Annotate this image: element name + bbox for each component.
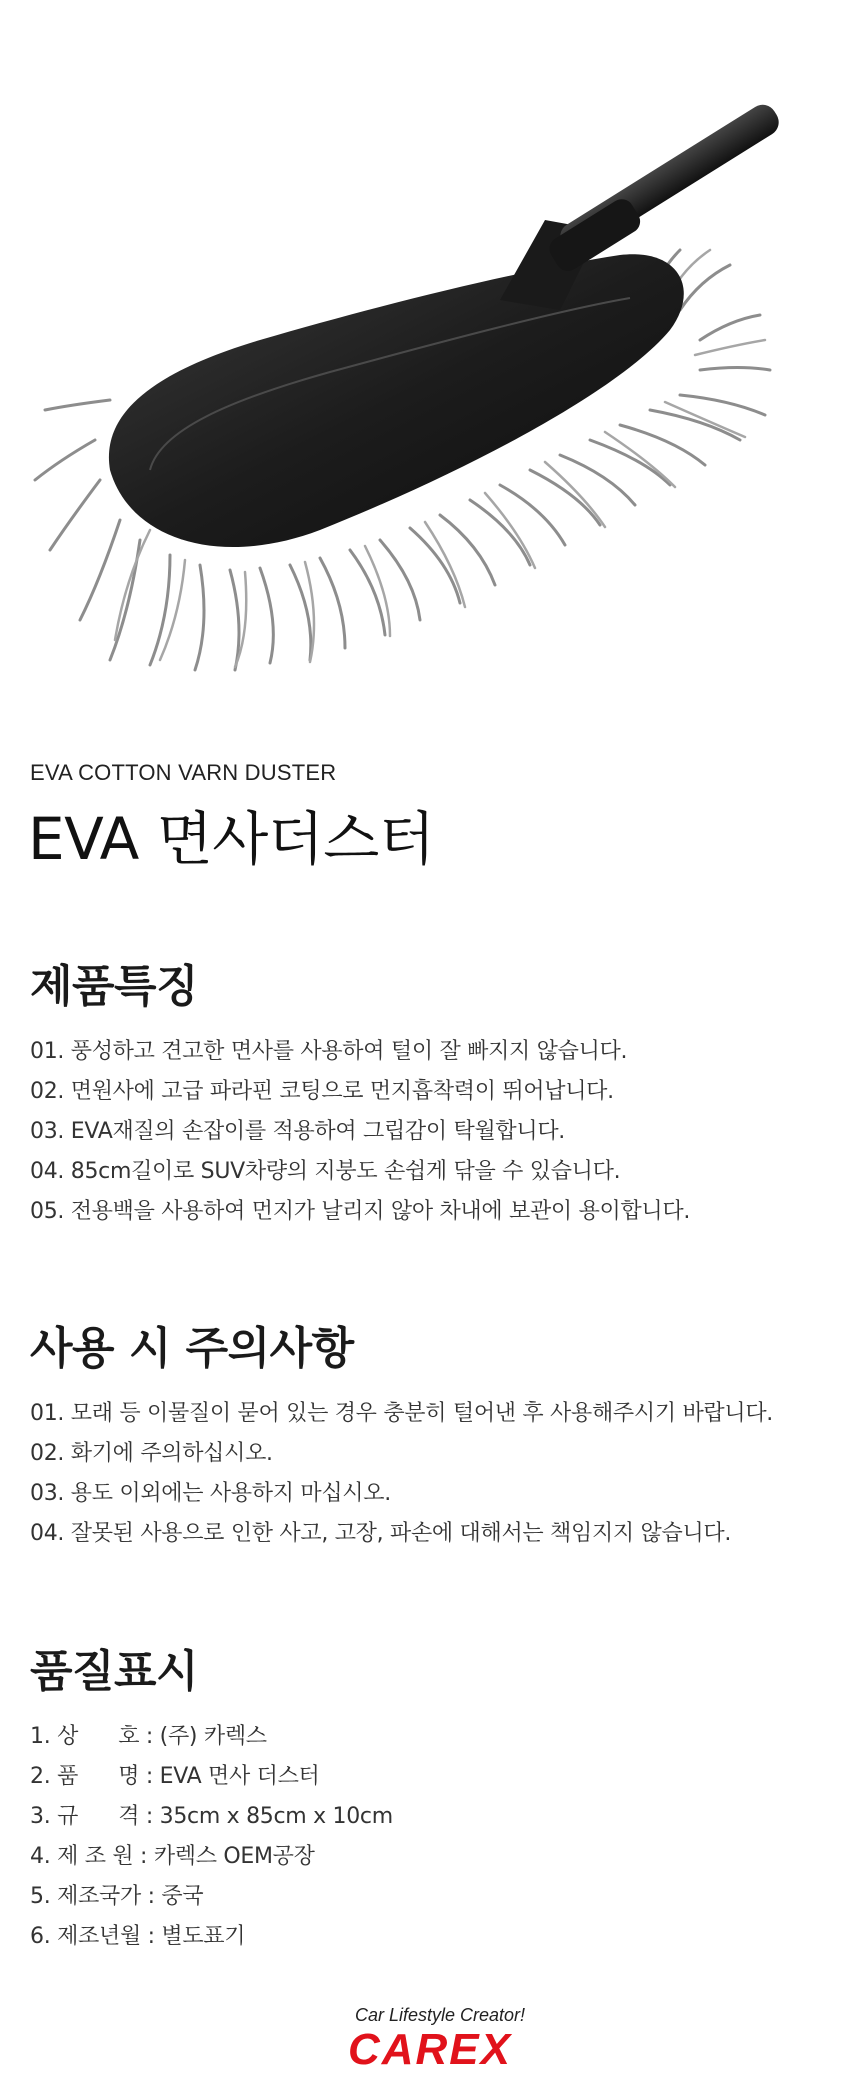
quality-list	[30, 1717, 830, 1957]
product-photo	[0, 0, 860, 740]
features-list	[30, 1032, 830, 1232]
spec-value: EVA 면사 더스터	[159, 1764, 320, 1789]
list-item: 02. 화기에 주의하십시오.	[30, 1441, 273, 1466]
list-item: 01. 모래 등 이물질이 묻어 있는 경우 충분히 털어낸 후 사용해주시기 바랍니다.	[30, 1401, 773, 1426]
list-item: 03. EVA재질의 손잡이를 적용하여 그립감이 탁월합니다.	[30, 1119, 565, 1144]
spec-label: 1. 상 호 :	[30, 1724, 160, 1749]
spec-value: 카렉스 OEM공장	[153, 1844, 315, 1869]
spec-value: 35cm x 85cm x 10cm	[159, 1804, 393, 1829]
cautions-list	[30, 1394, 830, 1554]
list-item: 02. 면원사에 고급 파라핀 코팅으로 먼지흡착력이 뛰어납니다.	[30, 1079, 614, 1104]
list-item: 05. 전용백을 사용하여 먼지가 날리지 않아 차내에 보관이 용이합니다.	[30, 1199, 691, 1224]
features-section	[30, 950, 830, 1232]
brand-tagline: Car Lifestyle Creator!	[354, 2005, 526, 2025]
cautions-heading: 사용 시 주의사항	[30, 1323, 354, 1374]
brand-logo	[0, 2005, 860, 2075]
spec-label: 2. 품 명 :	[30, 1764, 160, 1789]
spec-label: 5. 제조국가 :	[30, 1884, 162, 1909]
list-item	[30, 1757, 830, 1797]
list-item	[30, 1917, 830, 1957]
brand-name: CAREX	[347, 2025, 513, 2074]
list-item: 04. 잘못된 사용으로 인한 사고, 고장, 파손에 대해서는 책임지지 않습니다.	[30, 1521, 732, 1546]
spec-label: 3. 규 격 :	[30, 1804, 160, 1829]
duster-illustration	[0, 0, 860, 740]
product-title: EVA 면사더스터	[28, 805, 435, 873]
quality-section	[30, 1635, 830, 1957]
product-subtitle: EVA COTTON VARN DUSTER	[30, 760, 337, 785]
spec-value: 별도표기	[161, 1924, 246, 1949]
features-heading: 제품특징	[30, 961, 199, 1012]
list-item	[30, 1717, 830, 1757]
list-item	[30, 1797, 830, 1837]
spec-label: 6. 제조년월 :	[30, 1924, 162, 1949]
spec-value: 중국	[161, 1884, 204, 1909]
cautions-section	[30, 1312, 830, 1554]
spec-value: (주) 카렉스	[159, 1724, 267, 1749]
list-item: 03. 용도 이외에는 사용하지 마십시오.	[30, 1481, 391, 1506]
list-item	[30, 1837, 830, 1877]
list-item	[30, 1877, 830, 1917]
list-item: 04. 85cm길이로 SUV차량의 지붕도 손쉽게 닦을 수 있습니다.	[30, 1159, 621, 1184]
eva-pad	[109, 254, 684, 547]
quality-heading: 품질표시	[30, 1646, 199, 1697]
list-item: 01. 풍성하고 견고한 면사를 사용하여 털이 잘 빠지지 않습니다.	[30, 1039, 628, 1064]
spec-label: 4. 제 조 원 :	[30, 1844, 154, 1869]
